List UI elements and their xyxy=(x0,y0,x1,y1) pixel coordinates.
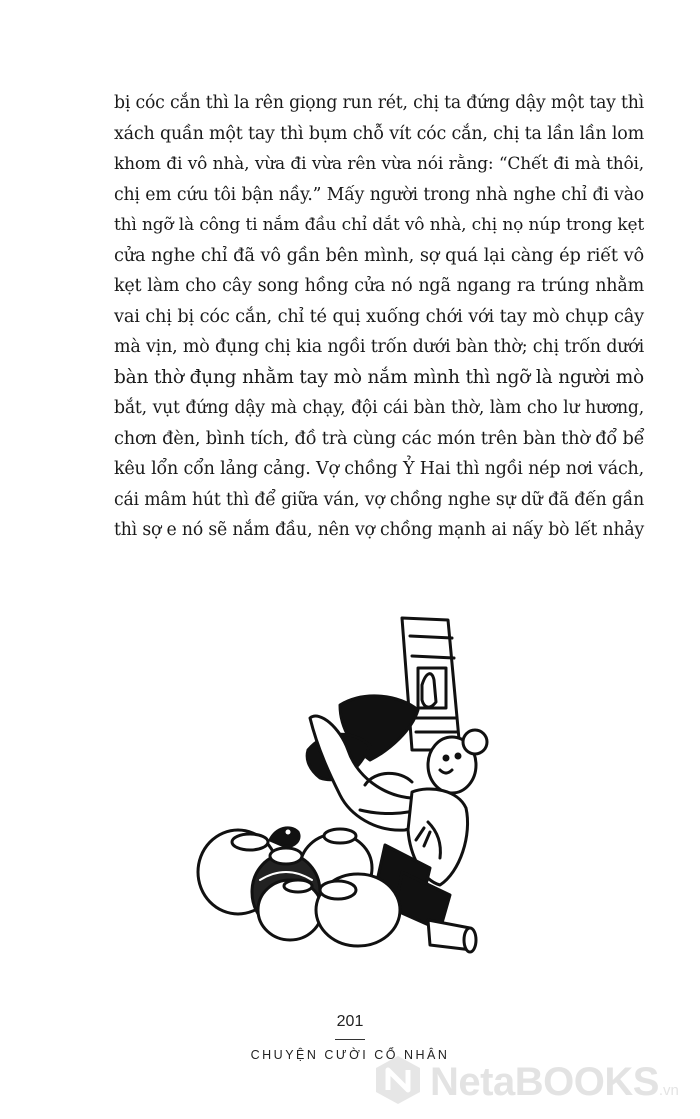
body-line: thì sợ e nó sẽ nắm đầu, nên vợ chồng mạnh ai nấy bò lết nhảy xyxy=(114,520,644,540)
page-number: 201 xyxy=(336,1013,364,1030)
body-line: cái mâm hút thì để giữa ván, vợ chồng nghe sự dữ đã đến gần xyxy=(114,489,644,510)
netabooks-logo-icon xyxy=(372,1054,424,1106)
watermark-brand: NetaBOOKS xyxy=(430,1060,659,1104)
netabooks-watermark xyxy=(372,1052,692,1108)
body-line: bị cóc cắn thì la rên giọng run rét, chị ta đứng dậy một tay thì xyxy=(114,93,644,113)
body-line: kêu lổn cổn lảng cảng. Vợ chồng Ỷ Hai thì ngồi nép nơi vách, xyxy=(114,459,644,479)
body-line: chơn đèn, bình tích, đồ trà cùng các món trên bàn thờ đổ bể xyxy=(114,428,645,449)
body-line: vai chị bị cóc cắn, chỉ té quị xuống chới với tay mò chụp cây xyxy=(114,306,644,327)
body-line: khom đi vô nhà, vừa đi vừa rên vừa nói rằng: “Chết đi mà thôi, xyxy=(114,154,644,174)
body-line: mà vịn, mò đụng chị kia ngồi trốn dưới bàn thờ; chị trốn dưới xyxy=(114,337,644,357)
body-line: chị em cứu tôi bận nầy.” Mấy người trong nhà nghe chỉ đi vào xyxy=(114,184,644,205)
watermark-suffix: .vn xyxy=(658,1082,679,1099)
page-number-rule xyxy=(335,1039,365,1040)
body-text xyxy=(114,88,644,546)
body-line: bắt, vụt đứng dậy mà chạy, đội cái bàn thờ, làm cho lư hương, xyxy=(114,398,644,418)
body-line: cửa nghe chỉ đã vô gần bên mình, sợ quá lại càng ép riết vô xyxy=(114,245,644,266)
body-line: xách quần một tay thì bụm chỗ vít cóc cắn, chị ta lần lần lom xyxy=(114,123,644,144)
watermark-text xyxy=(430,1060,679,1105)
ink-illustration xyxy=(190,610,520,980)
body-line: kẹt làm cho cây song hồng cửa nó ngã ngang ra trúng nhằm xyxy=(114,276,644,296)
body-line: bàn thờ đụng nhằm tay mò nắm mình thì ngỡ là người mò xyxy=(114,366,644,388)
running-title: CHUYỆN CƯỜI CỔ NHÂN xyxy=(250,1048,450,1062)
body-line: thì ngỡ là công ti nắm đầu chỉ dắt vô nhà, chị nọ núp trong kẹt xyxy=(114,215,644,235)
